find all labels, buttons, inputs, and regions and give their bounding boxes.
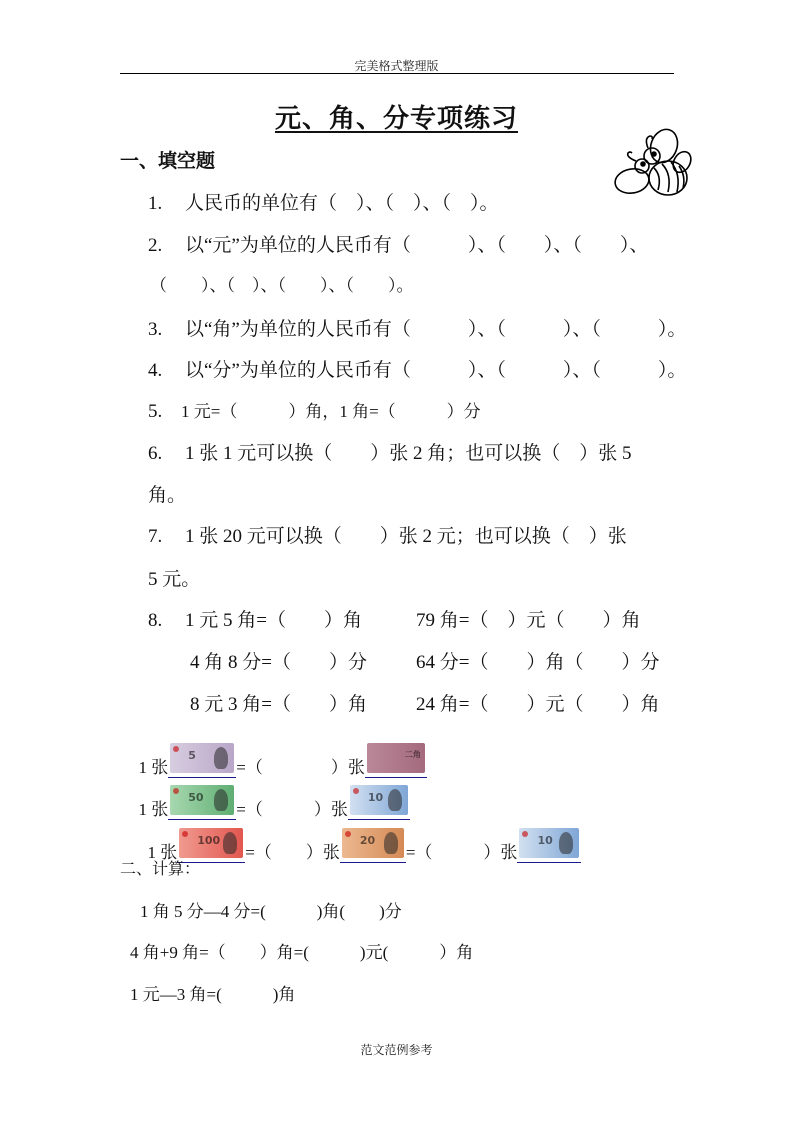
question-8-row-2-right: 64 分=（ ）角（ ）分 [416,652,660,673]
question-6-continued: 角。 [148,485,187,506]
question-8-row-1-right: 79 角=（ ）元（ ）角 [416,610,641,631]
banknote-10-yuan-2: 10 [517,826,581,863]
note-exchange-row-1: 1 张 5 =（ ）张 二角 [130,721,427,778]
header-text: 完美格式整理版 [354,59,439,73]
banknote-5-yuan: 5 [168,741,236,778]
question-8-row-3: 8 元 3 角=（ ）角 [190,694,367,715]
question-6: 6. 1 张 1 元可以换（ ）张 2 角；也可以换（ ）张 5 [148,443,632,464]
question-8-row-1: 8. 1 元 5 角=（ ）角 [148,610,362,631]
question-1: 1. 人民币的单位有（ ）、（ ）、（ ）。 [148,193,499,214]
question-8-row-3-right: 24 角=（ ）元（ ）角 [416,694,660,715]
calc-item-3: 1 元—3 角=( )角 [130,985,296,1004]
bee-illustration-icon [612,126,692,202]
banknote-100-yuan: 100 [177,826,245,863]
question-4: 4. 以“分”为单位的人民币有（ ）、（ ）、（ ）。 [148,360,687,381]
question-2-continued: （ ）、（ ）、（ ）、（ ）。 [150,276,414,295]
header-rule [120,73,674,74]
question-3: 3. 以“角”为单位的人民币有（ ）、（ ）、（ ）。 [148,319,687,340]
page-title: 元、角、分专项练习 [274,104,518,134]
question-7: 7. 1 张 20 元可以换（ ）张 2 元；也可以换（ ）张 [148,526,627,547]
question-2: 2. 以“元”为单位的人民币有（ ）、（ ）、（ ）、 [148,235,649,256]
banknote-50-yuan: 50 [168,783,236,820]
banknote-20-yuan: 20 [340,826,406,863]
calc-item-1: 1 角 5 分—4 分=( )角( )分 [140,902,402,921]
banknote-2-jiao: 二角 [365,741,427,778]
question-7-continued: 5 元。 [148,569,201,590]
note-exchange-row-3: 1 张 100 =（ ）张 20 =（ ）张 10 [139,806,581,863]
section-heading-fill-blank: 一、填空题 [120,150,216,172]
section-heading-calculation: 二、计算： [120,859,201,878]
question-8-row-2: 4 角 8 分=（ ）分 [190,652,367,673]
page-footer: 范文范例参考 [360,1043,433,1057]
calc-item-2: 4 角+9 角=（ ）角=( )元( ）角 [130,943,474,962]
page-header [0,57,793,74]
banknote-10-yuan: 10 [348,783,410,820]
note-exchange-row-2: 1 张 50 =（ ）张 10 [130,763,410,820]
question-5: 5. 1 元=（ ）角，1 角=（ ）分 [148,401,481,422]
